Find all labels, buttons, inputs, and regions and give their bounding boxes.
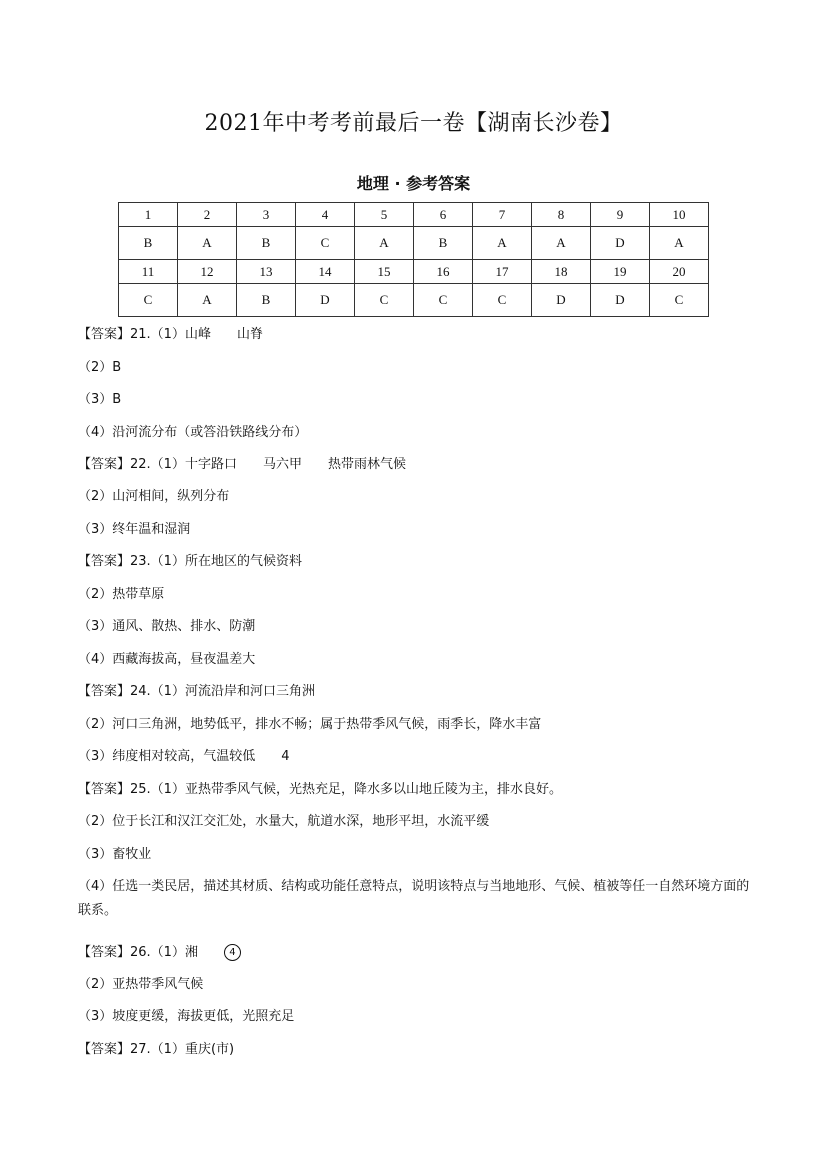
question-number: 16 [414, 260, 473, 284]
answer-cell: D [591, 227, 650, 260]
answer-line-q23-4: （4）西藏海拔高，昼夜温差大 [78, 652, 256, 667]
answer-cell: C [650, 284, 709, 317]
answer-line-q27-1: 【答案】27.（1）重庆(市) [78, 1042, 235, 1057]
answer-text: 马六甲 [262, 457, 302, 472]
answer-line-q24-2: （2）河口三角洲，地势低平，排水不畅；属于热带季风气候，雨季长，降水丰富 [78, 717, 542, 732]
answer-line-q24-3 [78, 749, 290, 765]
question-number: 15 [355, 260, 414, 284]
question-number: 13 [237, 260, 296, 284]
answer-cell: A [650, 227, 709, 260]
answer-line-q25-1: 【答案】25.（1）亚热带季风气候，光热充足，降水多以山地丘陵为主，排水良好。 [78, 782, 562, 797]
answer-line-q25-4: （4）任选一类民居，描述其材质、结构或功能任意特点，说明该特点与当地地形、气候、植被等任一自然环境方面的联系。 [78, 879, 750, 918]
answer-text: （3）纬度相对较高，气温较低 [78, 749, 256, 764]
answer-key-table [118, 202, 709, 317]
answer-text: 4 [281, 749, 290, 764]
question-number: 2 [178, 203, 237, 227]
question-number: 18 [532, 260, 591, 284]
document-subtitle: 地理 · 参考答案 [356, 174, 471, 193]
question-number: 20 [650, 260, 709, 284]
answer-cell: D [532, 284, 591, 317]
answer-line-q21-4: （4）沿河流分布（或答沿铁路线分布） [78, 425, 308, 440]
question-number: 8 [532, 203, 591, 227]
answer-line-q25-2: （2）位于长江和汉江交汇处，水量大，航道水深，地形平坦，水流平缓 [78, 814, 490, 829]
answer-cell: C [296, 227, 355, 260]
answer-cell: D [296, 284, 355, 317]
answer-cell: A [473, 227, 532, 260]
answer-line-q23-3: （3）通风、散热、排水、防潮 [78, 619, 256, 634]
answer-cell: A [355, 227, 414, 260]
question-number: 19 [591, 260, 650, 284]
circled-number-icon: 4 [224, 944, 241, 961]
question-number: 1 [119, 203, 178, 227]
answer-line-q23-2: （2）热带草原 [78, 587, 165, 602]
table-row-answers-2 [119, 284, 709, 317]
question-number: 17 [473, 260, 532, 284]
question-number: 10 [650, 203, 709, 227]
table-row-numbers-2 [119, 260, 709, 284]
answer-cell: B [119, 227, 178, 260]
document-title: 2021年中考考前最后一卷【湖南长沙卷】 [204, 111, 623, 136]
answer-cell: C [355, 284, 414, 317]
answer-cell: A [178, 227, 237, 260]
answer-line-q23-1: 【答案】23.（1）所在地区的气候资料 [78, 554, 302, 569]
answer-cell: B [237, 227, 296, 260]
answer-cell: B [237, 284, 296, 317]
question-number: 7 [473, 203, 532, 227]
answer-cell: C [414, 284, 473, 317]
answer-cell: A [532, 227, 591, 260]
answer-line-q22-1 [78, 457, 406, 473]
question-number: 4 [296, 203, 355, 227]
question-number: 3 [237, 203, 296, 227]
question-number: 11 [119, 260, 178, 284]
answer-cell: A [178, 284, 237, 317]
answer-line-q26-1 [78, 944, 241, 961]
answer-cell: D [591, 284, 650, 317]
answer-line-q21-3: （3）B [78, 392, 122, 407]
answer-line-q22-3: （3）终年温和湿润 [78, 522, 191, 537]
question-number: 6 [414, 203, 473, 227]
answer-text: 山脊 [236, 327, 263, 342]
answer-cell: C [119, 284, 178, 317]
answer-line-q21-2: （2）B [78, 360, 122, 375]
answer-text: 热带雨林气候 [327, 457, 406, 472]
answer-cell: C [473, 284, 532, 317]
answer-cell: B [414, 227, 473, 260]
question-number: 9 [591, 203, 650, 227]
answer-line-q26-3: （3）坡度更缓，海拔更低，光照充足 [78, 1009, 295, 1024]
answer-line-q21-1 [78, 327, 263, 343]
answer-line-q24-1: 【答案】24.（1）河流沿岸和河口三角洲 [78, 684, 315, 699]
answer-text: 【答案】26.（1）湘 [78, 945, 198, 960]
question-number: 5 [355, 203, 414, 227]
question-number: 14 [296, 260, 355, 284]
answer-line-q25-3: （3）畜牧业 [78, 847, 152, 862]
table-row-answers-1 [119, 227, 709, 260]
question-number: 12 [178, 260, 237, 284]
table-row-numbers-1 [119, 203, 709, 227]
answer-text: 【答案】22.（1）十字路口 [78, 457, 237, 472]
answer-line-q22-2: （2）山河相间，纵列分布 [78, 489, 230, 504]
answer-text: 【答案】21.（1）山峰 [78, 327, 211, 342]
answer-line-q26-2: （2）亚热带季风气候 [78, 977, 204, 992]
